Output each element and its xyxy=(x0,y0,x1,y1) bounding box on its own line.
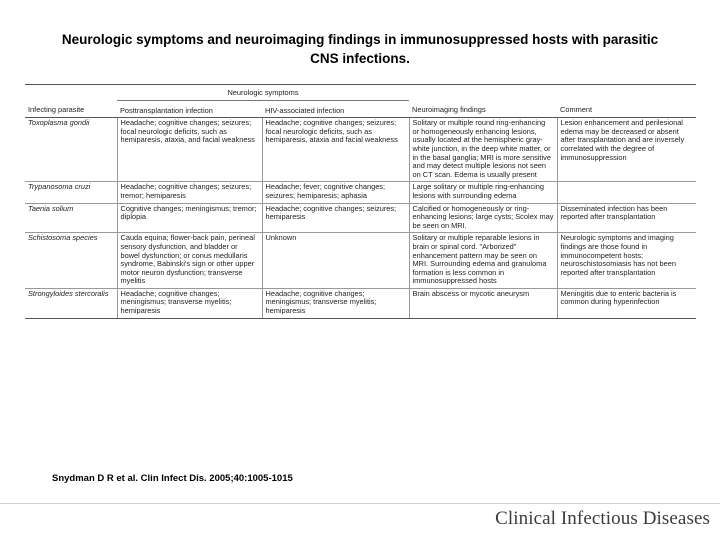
slide-title xyxy=(20,30,700,68)
post-transplant-column-header: Posttransplantation infection xyxy=(117,100,262,118)
post-transplant-cell: Headache; cognitive changes; seizures; focal neurologic deficits, such as hemiparesis, ataxia, and facial weakness xyxy=(117,118,262,182)
comment-cell: Lesion enhancement and perilesional edema may be decreased or absent after transplantation and are inversely correlated with the degree of immunosuppression xyxy=(557,118,696,182)
hiv-cell: Headache; cognitive changes; seizures; hemiparesis xyxy=(262,203,409,233)
neuroimaging-cell: Brain abscess or mycotic aneurysm xyxy=(409,288,557,318)
comment-cell xyxy=(557,182,696,203)
post-transplant-cell: Headache; cognitive changes; meningismus; transverse myelitis; hemiparesis xyxy=(117,288,262,318)
neuroimaging-cell: Solitary or multiple round ring-enhancing or homogeneously enhancing lesions, usually located at the hemispheric gray-white junction, in the deep white matter, or in the basal ganglia; MRI is more sensitive and may detect multiple lesions not seen on CT scan. Edema is usually present xyxy=(409,118,557,182)
neurologic-symptoms-header: Neurologic symptoms xyxy=(117,85,409,101)
footer-divider xyxy=(0,503,720,504)
hiv-cell: Headache; cognitive changes; seizures; focal neurologic deficits, such as hemiparesis, ataxia and facial weakness xyxy=(262,118,409,182)
neuroimaging-cell: Large solitary or multiple ring-enhancing lesions with surrounding edema xyxy=(409,182,557,203)
comment-cell: Neurologic symptoms and imaging findings are those found in immunocompetent hosts; neuroschistosomiasis has not been reported after transplantation xyxy=(557,233,696,289)
table-row xyxy=(25,203,696,233)
pathogen-cell: Schistosoma species xyxy=(25,233,117,289)
table-row xyxy=(25,288,696,318)
post-transplant-cell: Cognitive changes; meningismus; tremor; diplopia xyxy=(117,203,262,233)
post-transplant-cell: Headache; cognitive changes; seizures; tremor; hemiparesis xyxy=(117,182,262,203)
header-spacer xyxy=(557,85,696,101)
header-spacer xyxy=(409,85,557,101)
comment-cell: Meningitis due to enteric bacteria is common during hyperinfection xyxy=(557,288,696,318)
table-row xyxy=(25,118,696,182)
pathogen-cell: Strongyloides stercoralis xyxy=(25,288,117,318)
hiv-column-header: HIV-associated infection xyxy=(262,100,409,118)
comment-column-header: Comment xyxy=(557,100,696,118)
table-row xyxy=(25,233,696,289)
pathogen-cell: Toxoplasma gondii xyxy=(25,118,117,182)
citation: Snydman D R et al. Clin Infect Dis. 2005;40:1005-1015 xyxy=(52,473,293,484)
hiv-cell: Headache; fever; cognitive changes; seizures; hemiparesis; aphasia xyxy=(262,182,409,203)
pathogen-cell: Trypanosoma cruzi xyxy=(25,182,117,203)
header-spacer xyxy=(25,85,117,101)
pathogen-column-header: Infecting parasite xyxy=(25,100,117,118)
title-line-1: Neurologic symptoms and neuroimaging findings in immunosuppressed hosts with parasitic xyxy=(61,32,659,47)
symptoms-table-container xyxy=(25,84,696,474)
hiv-cell: Headache; cognitive changes; meningismus; transverse myelitis; hemiparesis xyxy=(262,288,409,318)
neuroimaging-cell: Calcified or homogeneously or ring-enhancing lesions; large cysts; Scolex may be seen on MRI. xyxy=(409,203,557,233)
journal-logo: Clinical Infectious Diseases xyxy=(495,508,710,529)
neuroimaging-column-header: Neuroimaging findings xyxy=(409,100,557,118)
post-transplant-cell: Cauda equina; flower-back pain, perineal sensory dysfunction, and bladder or bowel dysfunction; or conus medullaris syndrome, Babinski's sign or other upper motor neuron dysfunction; transverse myelitis xyxy=(117,233,262,289)
symptoms-table xyxy=(25,84,696,319)
hiv-cell: Unknown xyxy=(262,233,409,289)
title-line-2: CNS infections. xyxy=(310,51,410,66)
pathogen-cell: Taenia solium xyxy=(25,203,117,233)
comment-cell: Disseminated infection has been reported after transplantation xyxy=(557,203,696,233)
neuroimaging-cell: Solitary or multiple reparable lesions in brain or spinal cord. "Arborized" enhancement pattern may be seen on MRI. Surrounding edema and granuloma formation is less common in immunosuppressed hosts xyxy=(409,233,557,289)
table-row xyxy=(25,182,696,203)
